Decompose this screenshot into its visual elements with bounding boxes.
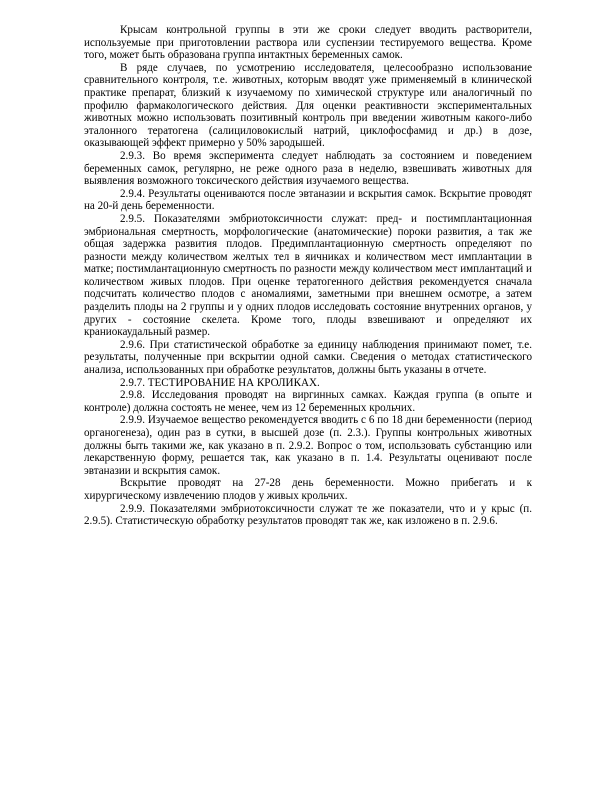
paragraph-2-9-9: 2.9.9. Изучаемое вещество рекомендуется вводить с 6 по 18 дни беременности (период органогенеза), один раз в сутки, в высшей дозе (п. 2.3.). Группы контрольных животных должны быть такими же, как указано в п. 2.9.2. Вопрос о том, использовать субстанцию или лекарственную форму, решается так, как указано в п. 1.4. Результаты оценивают после эвтаназии и вскрытия самок. bbox=[84, 414, 532, 477]
paragraph-2-9-8: 2.9.8. Исследования проводят на виргинных самках. Каждая группа (в опыте и контроле) должна состоять не менее, чем из 12 беременных крольчих. bbox=[84, 389, 532, 414]
paragraph-comparative-control: В ряде случаев, по усмотрению исследователя, целесообразно использование сравнительного контроля, т.е. животных, которым вводят уже применяемый в клинической практике препарат, близкий к изучаемому по химической структуре или аналогичный по профилю фармакологического действия. Для оценки реактивности экспериментальных животных можно использовать позитивный контроль при введении животным какого-либо эталонного тератогена (салициловокислый натрий, циклофосфамид и др.) в дозе, оказывающей эффект примерно у 50% зародышей. bbox=[84, 61, 532, 150]
section-heading-rabbits: 2.9.7. ТЕСТИРОВАНИЕ НА КРОЛИКАХ. bbox=[120, 376, 320, 389]
document-page bbox=[84, 24, 532, 528]
paragraph-2-9-6: 2.9.6. При статистической обработке за единицу наблюдения принимают помет, т.е. результаты, полученные при вскрытии одной самки. Сведения о методах статистического анализа, использованных при обработке результатов, должны быть указаны в отчете. bbox=[84, 338, 532, 377]
paragraph-autopsy: Вскрытие проводят на 27-28 день беременности. Можно прибегать и к хирургическому извлечению плодов у живых крольчих. bbox=[84, 477, 532, 502]
paragraph-control-group: Крысам контрольной группы в эти же сроки следует вводить растворители, используемые при приготовлении раствора или суспензии тестируемого вещества. Кроме того, может быть образована группа интактных беременных самок. bbox=[84, 24, 532, 62]
paragraph-2-9-3: 2.9.3. Во время эксперимента следует наблюдать за состоянием и поведением беременных самок, регулярно, не реже одного раза в неделю, взвешивать животных для выявления возможного токсического действия изучаемого вещества. bbox=[84, 149, 532, 188]
paragraph-2-9-4: 2.9.4. Результаты оцениваются после эвтаназии и вскрытия самок. Вскрытие проводят на 20-й день беременности. bbox=[84, 187, 532, 213]
paragraph-2-9-9-second: 2.9.9. Показателями эмбриотоксичности служат те же показатели, что и у крыс (п. 2.9.5). Статистическую обработку результатов проводят так же, как изложено в п. 2.9.6. bbox=[84, 502, 532, 528]
paragraph-2-9-5: 2.9.5. Показателями эмбриотоксичности служат: пред- и постимплантационная эмбриональная смертность, морфологические (анатомические) пороки развития, а так же общая задержка развития плодов. Предимплантационную смертность определяют по разности между количеством желтых тел в яичниках и количеством мест имплантации в матке; постимлантационную смертность по разности между количеством мест имплантаций и количеством живых плодов. При оценке тератогенного действия рекомендуется сначала подсчитать количество плодов с аномалиями, заметными при внешнем осмотре, а затем разделить плоды на 2 группы и у одних плодов исследовать состояние внутренних органов, у других - состояние скелета. Кроме того, плоды взвешивают и определяют их краниокаудальный размер. bbox=[84, 212, 532, 339]
